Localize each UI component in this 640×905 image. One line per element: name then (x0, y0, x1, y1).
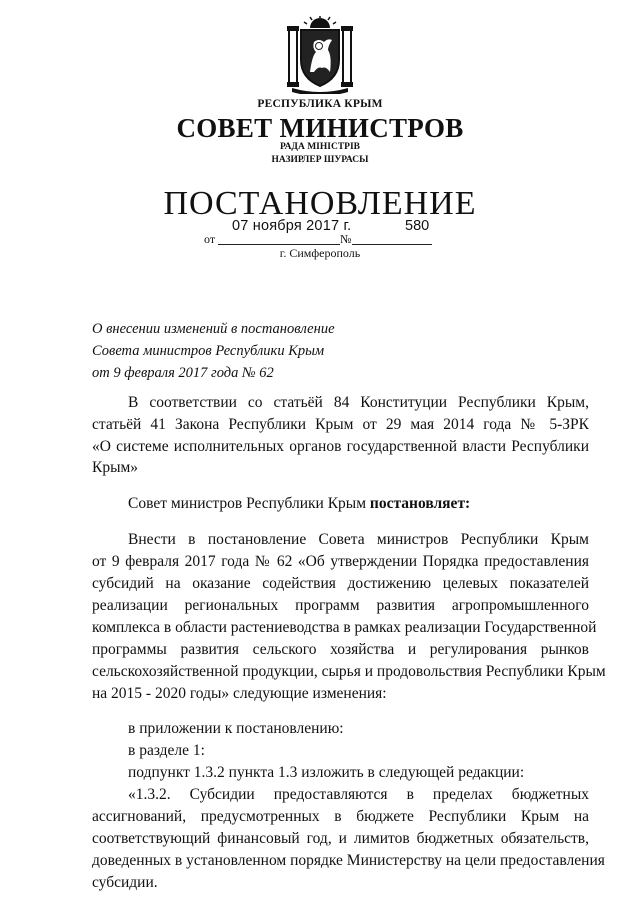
item-text-line: сельскохозяйственной продукции, сырья и продовольствия Республики Крым (92, 663, 606, 680)
document-subject (92, 318, 335, 384)
item-text-line: комплекса в области растениеводства в рамках реализации Государственной (92, 619, 597, 636)
change-line: в приложении к постановлению: (128, 720, 344, 737)
document-date: 07 ноября 2017 г. (232, 218, 352, 234)
quote-line: субсидии. (92, 874, 158, 891)
subject-line: О внесении изменений в постановление (92, 321, 335, 337)
preamble-line: В соответствии со статьёй 84 Конституции Республики Крым, (128, 394, 589, 411)
preamble-line: статьёй 41 Закона Республики Крым от 29 мая 2014 года № 5-ЗРК (92, 416, 589, 433)
council-name-ukrainian: РАДА МІНІСТРІВ (279, 142, 360, 152)
item-text-line: реализации региональных программ развития агропромышленного (92, 597, 589, 614)
preamble-line: «О системе исполнительных органов государственной власти Республики (92, 438, 589, 455)
date-prefix-label: от (204, 232, 216, 246)
council-name-crimean-tatar: НАЗИРЛЕР ШУРАСЫ (271, 155, 369, 165)
date-underline (218, 244, 340, 245)
decree-statement (128, 495, 470, 513)
decree-keyword: постановляет: (369, 495, 471, 512)
city-name: г. Симферополь (279, 246, 361, 260)
item-text-line: субсидий на оказание содействия достижению целевых показателей (92, 575, 589, 592)
council-name: СОВЕТ МИНИСТРОВ (176, 113, 464, 143)
change-line: подпункт 1.3.2 пункта 1.3 изложить в следующей редакции: (128, 764, 525, 781)
quote-line: «1.3.2. Субсидии предоставляются в пределах бюджетных (128, 786, 589, 803)
republic-name: РЕСПУБЛИКА КРЫМ (257, 98, 383, 110)
subject-line: Совета министров Республики Крым (92, 343, 325, 359)
item-text-line: на 2015 - 2020 годы» следующие изменения: (92, 685, 387, 702)
document-number: 580 (405, 218, 430, 234)
number-underline (352, 244, 432, 245)
subject-line: от 9 февраля 2017 года № 62 (92, 365, 274, 381)
item-text-line: Внести в постановление Совета министров Республики Крым (128, 531, 589, 548)
quote-line: ассигнований, предусмотренных в бюджете Республики Крым на (92, 808, 589, 825)
quote-line: соответствующий финансовый год, и лимитов бюджетных обязательств, (92, 830, 589, 847)
item-text-line: программы развития сельского хозяйства и регулирования рынков (92, 641, 589, 658)
number-prefix-label: № (340, 232, 352, 246)
change-line: в разделе 1: (128, 742, 205, 759)
decree-text: Совет министров Республики Крым (128, 495, 370, 512)
document-type-title: ПОСТАНОВЛЕНИЕ (163, 185, 477, 222)
coat-of-arms-emblem (286, 16, 354, 94)
preamble-line: Крым» (92, 459, 139, 476)
quote-line: доведенных в установленном порядке Министерству на цели предоставления (92, 852, 605, 869)
item-text-line: от 9 февраля 2017 года № 62 «Об утверждении Порядка предоставления (92, 553, 589, 570)
